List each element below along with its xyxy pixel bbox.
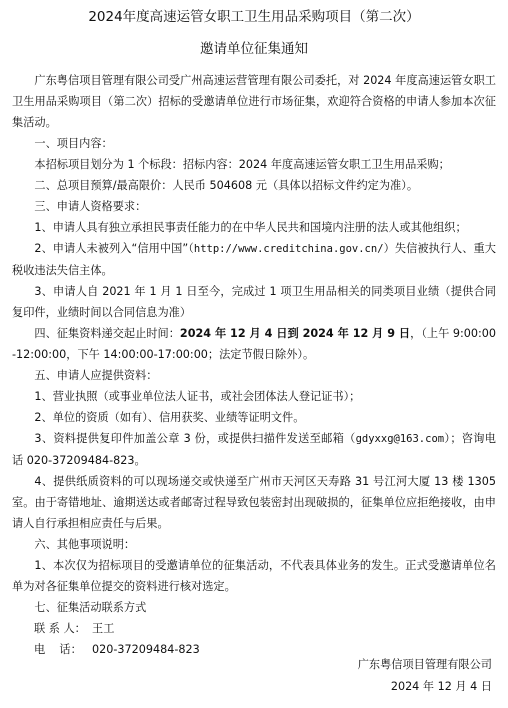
section-6-heading: 六、其他事项说明：: [34, 538, 136, 551]
contact-person-value: 王工: [92, 622, 115, 635]
section-5-heading: 五、申请人应提供资料：: [34, 369, 158, 382]
section-2-budget: 二、总项目预算/最高限价：人民币 504608 元（具体以招标文件约定为准）。: [34, 179, 419, 192]
section-3-item-2-text-b: ）失信被执行人、重大税收违法失信主体。: [12, 242, 496, 277]
section-1-content: 本招标项目划分为 1 个标段：招标内容：2024 年度高速运管女职工卫生用品采购；: [34, 158, 450, 171]
section-6-item-1: 1、本次仅为招标项目的受邀请单位的征集活动，不代表具体业务的发生。正式受邀请单位名单为对各征集单位提交的资料进行核对选定。: [12, 559, 496, 593]
section-5-item-3: [12, 428, 496, 471]
section-3-item-1: 1、申请人具有独立承担民事责任能力的在中华人民共和国境内注册的法人或其他组织；: [34, 221, 467, 234]
section-1-heading: 一、项目内容：: [34, 137, 113, 150]
section-3-heading: 三、申请人资格要求：: [34, 200, 147, 213]
contact-person-row: [12, 618, 496, 639]
section-3-item-3: 3、申请人自 2021 年 1 月 1 日至今，完成过 1 项卫生用品相关的同类项目业绩（提供合同复印件，业绩时间以合同信息为准）: [12, 285, 496, 319]
section-5-item-2: 2、单位的资质（如有）、信用获奖、业绩等证明文件。: [34, 411, 305, 424]
section-5-item-3-text-a: 3、资料提供复印件加盖公章 3 份，或提供扫描件发送至邮箱（: [34, 432, 356, 445]
section-3-item-2: [12, 238, 496, 281]
section-3-item-2-text-a: 2、申请人未被列入“信用中国”（: [34, 242, 194, 255]
section-5-item-4: 4、提供纸质资料的可以现场递交或快递至广州市天河区天寿路 31 号江河大厦 13 楼 1305 室。由于寄错地址、逾期送达或者邮寄过程导致包装密封出现破损的，征集单位应拒绝接收，由申请人自行承担相应责任与后果。: [12, 475, 496, 530]
document-subtitle: 邀请单位征集通知: [200, 41, 308, 57]
signature-date: 2024 年 12 月 4 日: [390, 680, 492, 693]
signature-organization: 广东粤信项目管理有限公司: [357, 658, 492, 671]
contact-phone-value: 020-37209484-823: [92, 643, 200, 656]
email-link[interactable]: gdyxxg@163.com: [355, 433, 445, 445]
section-5-item-1: 1、营业执照（或事业单位法人证书，或社会团体法人登记证书）；: [34, 390, 361, 403]
signature-block: [358, 654, 492, 698]
contact-person-label: 联 系 人：: [34, 622, 86, 635]
intro-paragraph: 广东粤信项目管理有限公司受广州高速运营管理有限公司委托，对 2024 年度高速运管女职工卫生用品采购项目（第二次）招标的受邀请单位进行市场征集，欢迎符合资格的申请人参加本次征集活动。: [12, 74, 496, 129]
section-5-item-3-text-b: ）；咨询电话 020-37209484-823。: [12, 432, 496, 467]
section-7-heading: 七、征集活动联系方式: [34, 601, 147, 614]
document-title: 2024年度高速运管女职工卫生用品采购项目（第二次）: [88, 9, 420, 25]
creditchina-link[interactable]: http://www.creditchina.gov.cn/: [193, 243, 384, 255]
section-4-hours: ，（上午 9:00:00-12:00:00，下午 14:00:00-17:00:00；法定节假日除外）。: [12, 327, 496, 361]
section-4-date-range: 2024 年 12 月 4 日到 2024 年 12 月 9 日: [179, 327, 411, 340]
section-4-label: 四、征集资料递交起止时间：: [34, 327, 180, 340]
section-4-submission-time: [12, 323, 496, 365]
contact-phone-label: 电 话：: [34, 643, 82, 656]
